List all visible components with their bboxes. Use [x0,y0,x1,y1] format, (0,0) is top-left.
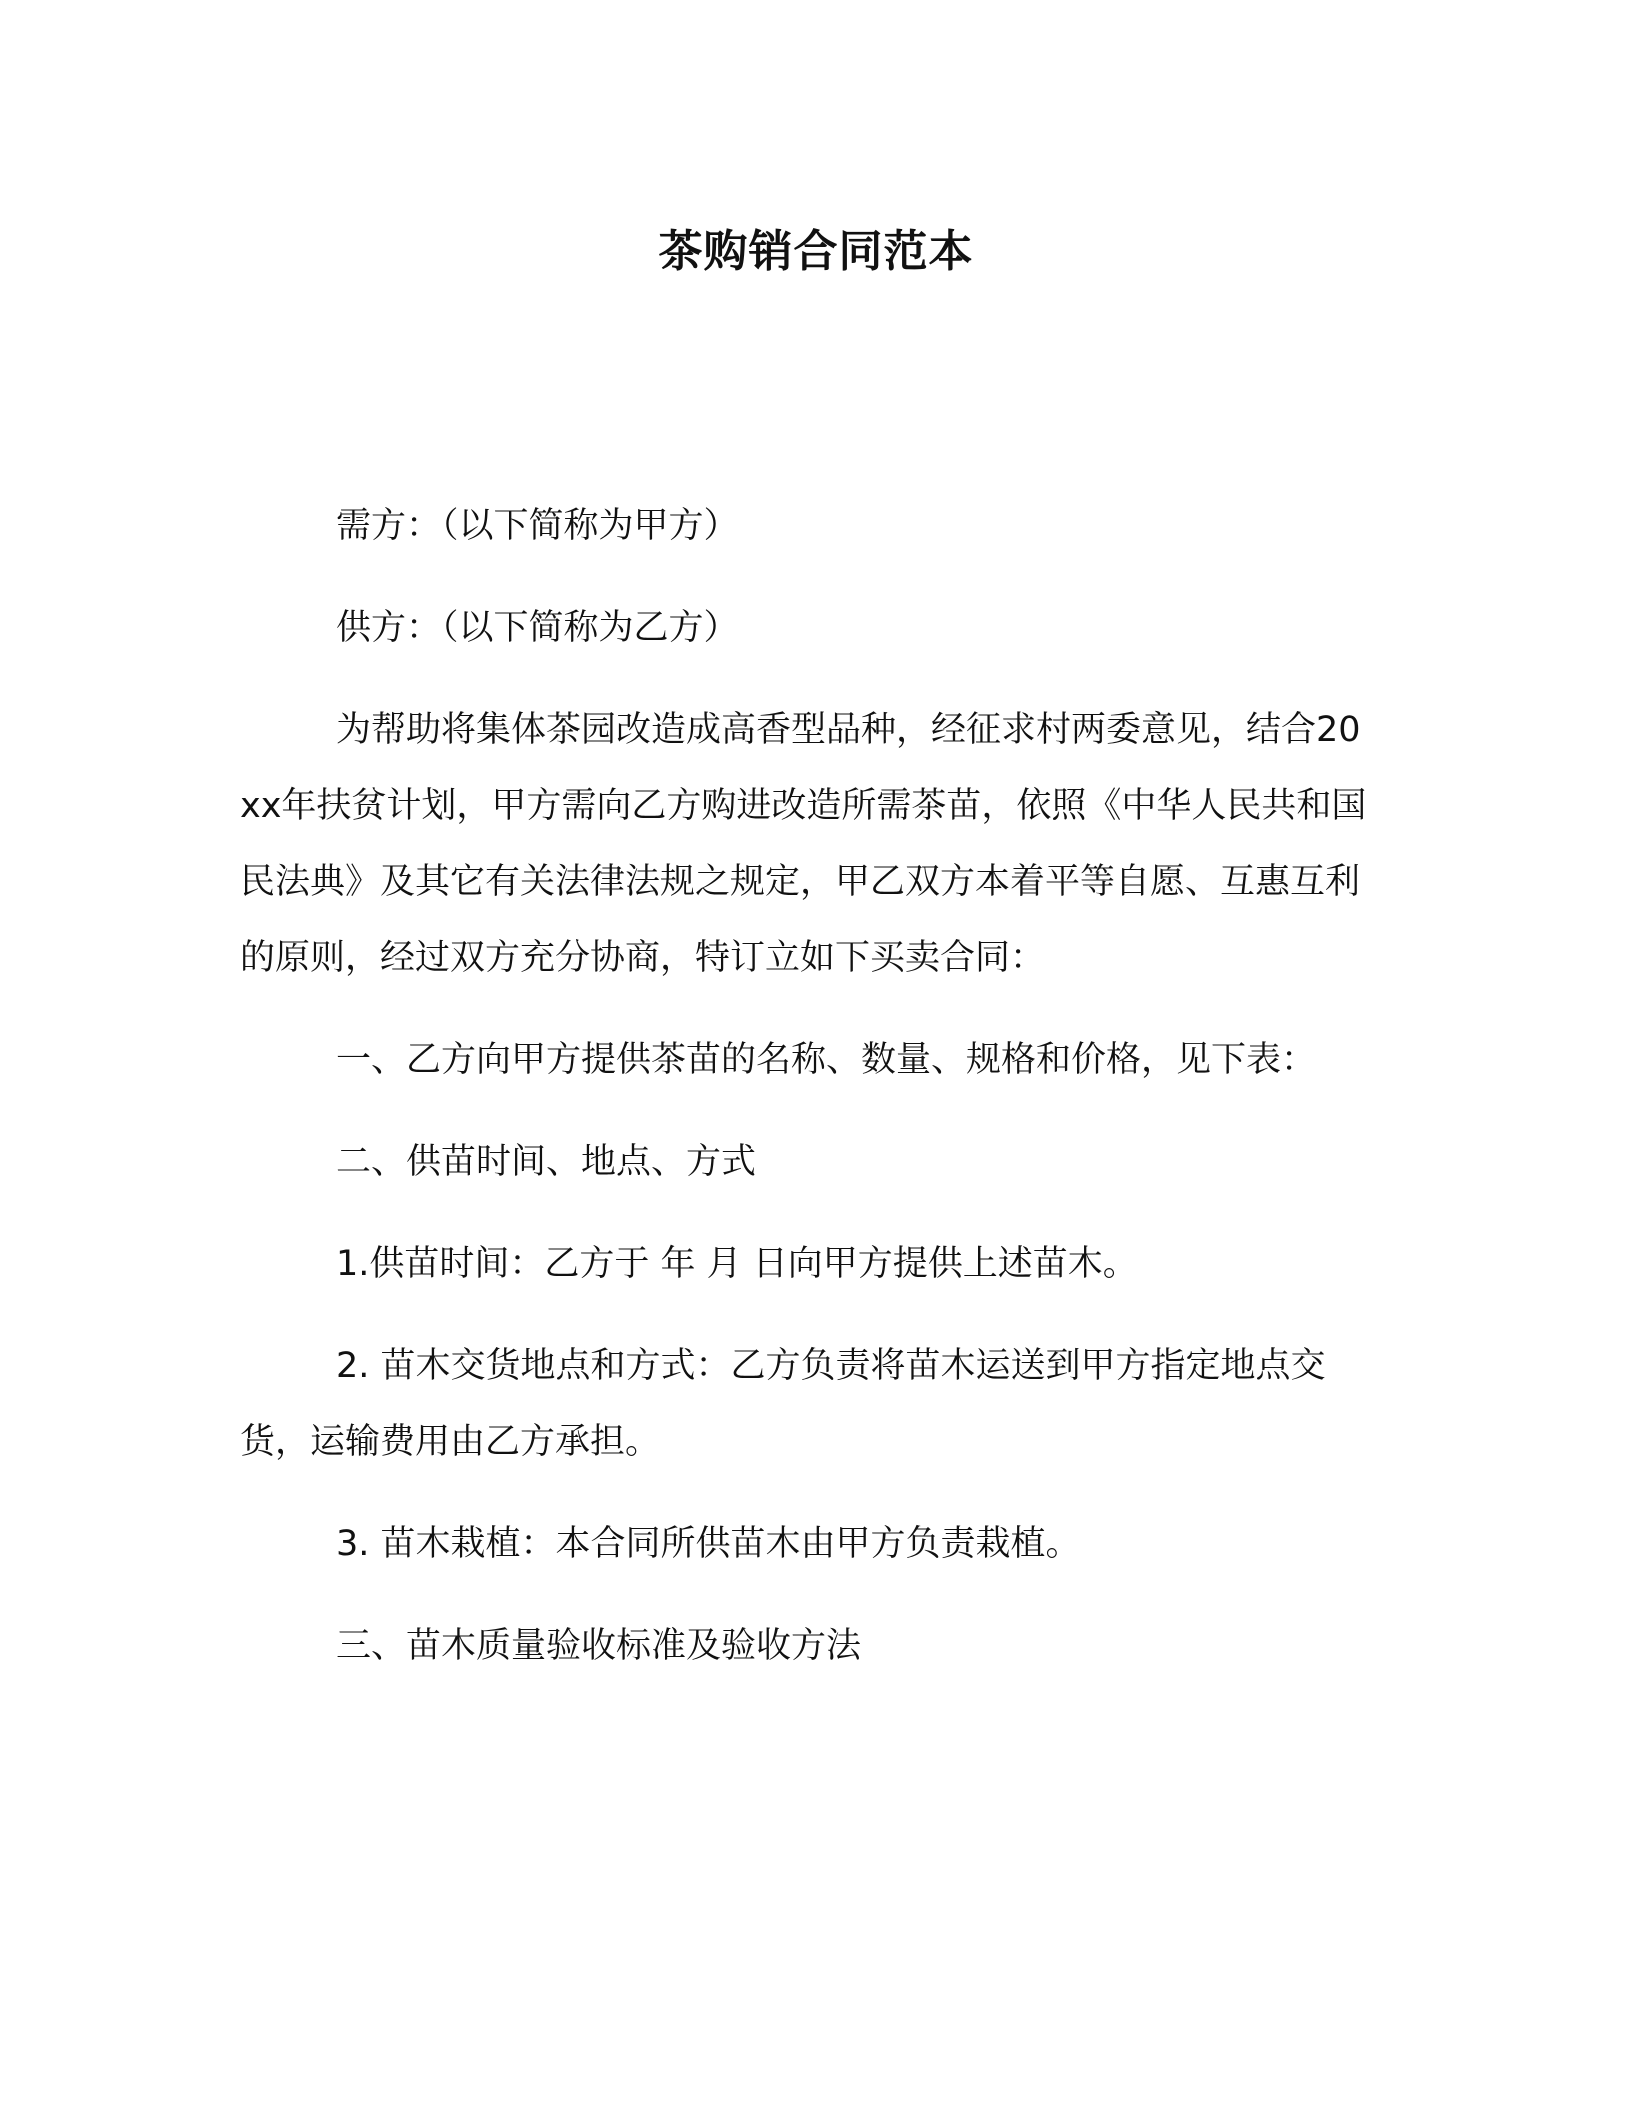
document-title: 茶购销合同范本 [658,226,974,277]
document-body [240,488,1380,1710]
clause-2-3: 3. 苗木栽植：本合同所供苗木由甲方负责栽植。 [336,1524,1081,1564]
party-a-line: 需方：（以下简称为甲方） [336,506,739,546]
clause-2-1: 1.供苗时间：乙方于 年 月 日向甲方提供上述苗木。 [336,1244,1138,1284]
preamble-paragraph: 为帮助将集体茶园改造成高香型品种，经征求村两委意见，结合20xx年扶贫计划，甲方需向乙方购进改造所需茶苗，依照《中华人民共和国民法典》及其它有关法律法规之规定，甲乙双方本着平等自愿、互惠互利的原则，经过双方充分协商，特订立如下买卖合同： [240,710,1367,978]
section-3-heading: 三、苗木质量验收标准及验收方法 [336,1626,862,1666]
clause-2-2: 2. 苗木交货地点和方式：乙方负责将苗木运送到甲方指定地点交货，运输费用由乙方承担。 [240,1346,1326,1462]
section-2-heading: 二、供苗时间、地点、方式 [336,1142,757,1182]
party-b-line: 供方：（以下简称为乙方） [336,608,739,648]
section-1-heading: 一、乙方向甲方提供茶苗的名称、数量、规格和价格，见下表： [336,1040,1317,1080]
